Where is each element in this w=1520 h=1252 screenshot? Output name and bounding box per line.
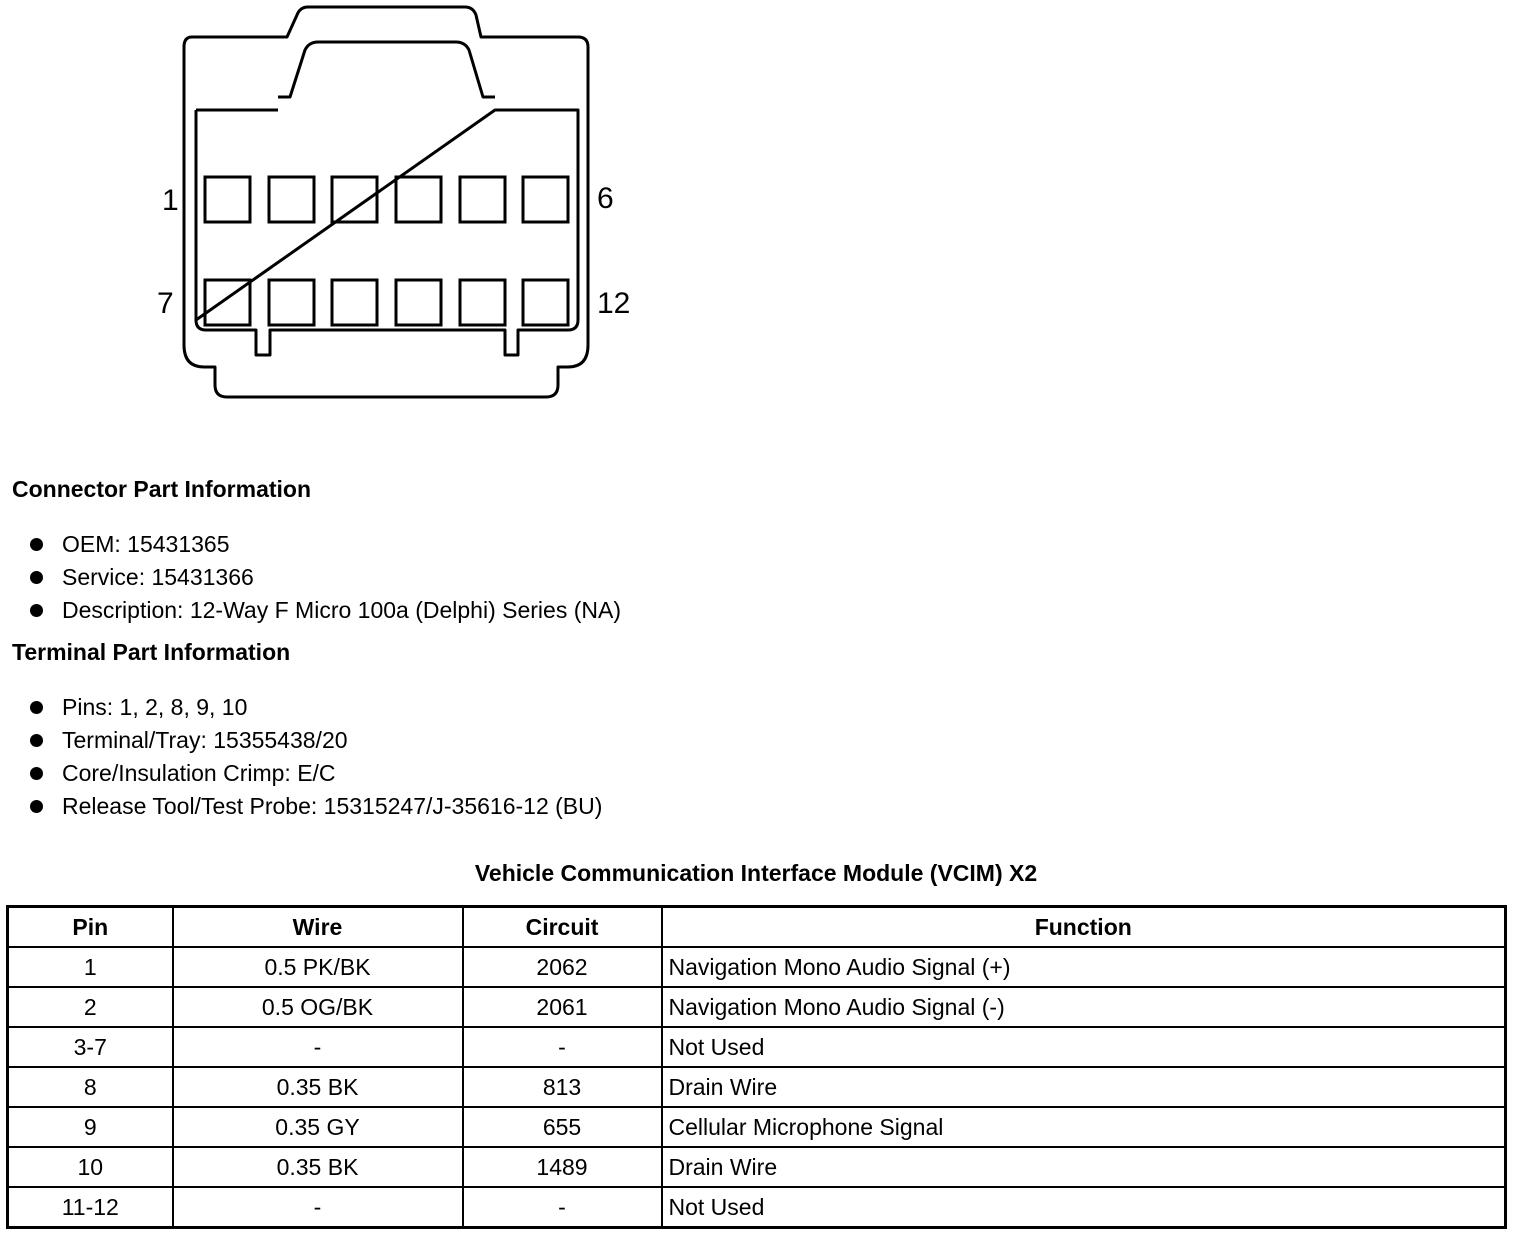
cell-wire: 0.5 PK/BK: [173, 947, 463, 987]
connector-housing-outline: [184, 7, 588, 397]
pin-label-7: 7: [157, 287, 174, 320]
list-item: Service: 15431366: [28, 561, 621, 594]
pin-cavity-2: [269, 177, 314, 222]
list-item: Pins: 1, 2, 8, 9, 10: [28, 691, 602, 724]
header-pin: Pin: [8, 907, 173, 948]
cell-circuit: -: [463, 1027, 662, 1067]
cell-wire: 0.5 OG/BK: [173, 987, 463, 1027]
pin-label-6: 6: [597, 182, 614, 215]
connector-face-diagram: [0, 0, 700, 420]
header-wire: Wire: [173, 907, 463, 948]
cell-function: Drain Wire: [662, 1147, 1506, 1187]
table-row: [8, 1027, 1506, 1067]
cell-circuit: 2061: [463, 987, 662, 1027]
pin-cavity-12: [523, 280, 568, 325]
table-row: [8, 947, 1506, 987]
pin-cavity-1: [205, 177, 250, 222]
cell-pin: 2: [8, 987, 173, 1027]
pin-cavity-5: [460, 177, 505, 222]
header-circuit: Circuit: [463, 907, 662, 948]
table-row: [8, 1147, 1506, 1187]
list-item: Core/Insulation Crimp: E/C: [28, 757, 602, 790]
cell-circuit: 655: [463, 1107, 662, 1147]
cell-pin: 11-12: [8, 1187, 173, 1228]
cell-circuit: 2062: [463, 947, 662, 987]
cell-wire: 0.35 BK: [173, 1067, 463, 1107]
connector-info-list: [28, 528, 621, 627]
cell-circuit: 813: [463, 1067, 662, 1107]
header-function: Function: [662, 907, 1506, 948]
cell-circuit: 1489: [463, 1147, 662, 1187]
cell-function: Cellular Microphone Signal: [662, 1107, 1506, 1147]
terminal-info-list: [28, 691, 602, 823]
cell-wire: 0.35 GY: [173, 1107, 463, 1147]
pin-cavity-8: [269, 280, 314, 325]
pinout-table: [6, 905, 1507, 1229]
table-row: [8, 1067, 1506, 1107]
table-row: [8, 1187, 1506, 1228]
pin-label-12: 12: [597, 287, 631, 320]
cell-function: Navigation Mono Audio Signal (+): [662, 947, 1506, 987]
cell-function: Drain Wire: [662, 1067, 1506, 1107]
list-item: Terminal/Tray: 15355438/20: [28, 724, 602, 757]
cell-function: Not Used: [662, 1027, 1506, 1067]
terminal-info-title: Terminal Part Information: [12, 639, 291, 665]
cell-pin: 9: [8, 1107, 173, 1147]
cell-pin: 8: [8, 1067, 173, 1107]
list-item: Release Tool/Test Probe: 15315247/J-35616-12 (BU): [28, 790, 602, 823]
table-title: Vehicle Communication Interface Module (VCIM) X2: [474, 860, 1038, 886]
connector-cavity-outline: [196, 110, 578, 355]
list-item: OEM: 15431365: [28, 528, 621, 561]
table-header-row: [8, 907, 1506, 948]
pin-cavity-3: [332, 177, 377, 222]
cell-pin: 10: [8, 1147, 173, 1187]
connector-latch-inner: [278, 42, 495, 97]
cell-circuit: -: [463, 1187, 662, 1228]
pin-label-1: 1: [162, 184, 179, 217]
table-row: [8, 1107, 1506, 1147]
pin-cavity-grid: [205, 177, 568, 325]
cell-pin: 3-7: [8, 1027, 173, 1067]
cell-function: Not Used: [662, 1187, 1506, 1228]
pin-cavity-9: [332, 280, 377, 325]
cell-pin: 1: [8, 947, 173, 987]
cell-wire: -: [173, 1187, 463, 1228]
pin-cavity-10: [396, 280, 441, 325]
pin-cavity-6: [523, 177, 568, 222]
cell-function: Navigation Mono Audio Signal (-): [662, 987, 1506, 1027]
connector-info-title: Connector Part Information: [12, 476, 312, 502]
pin-cavity-11: [460, 280, 505, 325]
pin-cavity-4: [396, 177, 441, 222]
table-row: [8, 987, 1506, 1027]
cell-wire: -: [173, 1027, 463, 1067]
cell-wire: 0.35 BK: [173, 1147, 463, 1187]
list-item: Description: 12-Way F Micro 100a (Delphi) Series (NA): [28, 594, 621, 627]
